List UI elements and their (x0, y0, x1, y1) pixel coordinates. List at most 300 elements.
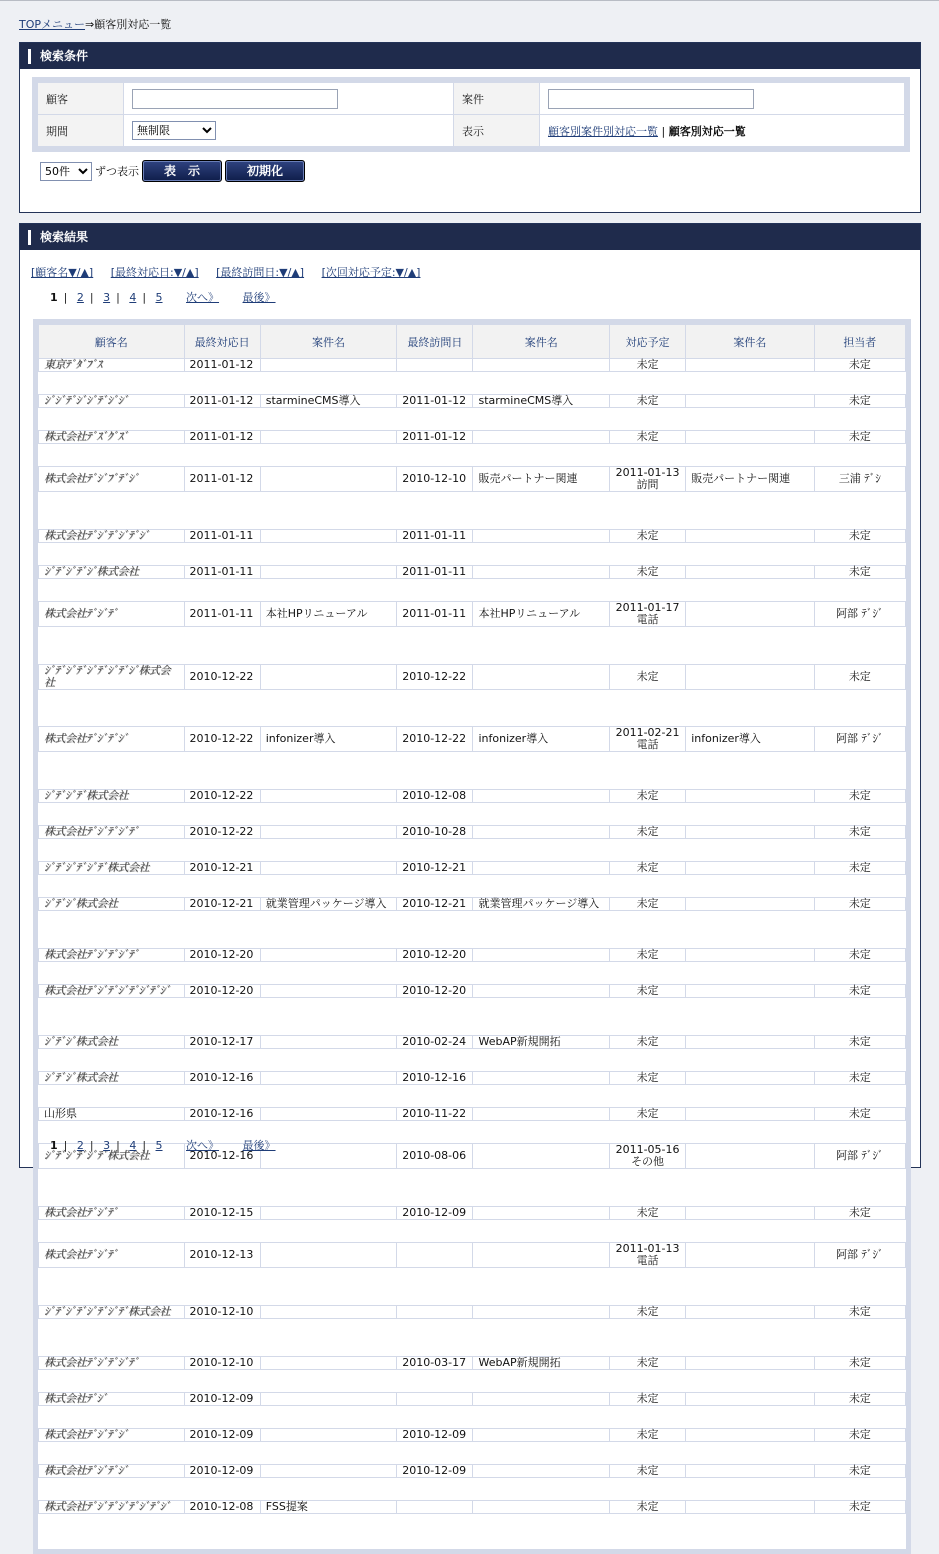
last-visit-cell: 2010-12-22 (397, 727, 473, 752)
project-3-cell (686, 665, 814, 690)
next-plan-cell: 2011-01-17 電話 (609, 602, 685, 627)
last-visit-cell: 2010-12-08 (397, 790, 473, 803)
customer-input[interactable] (132, 89, 338, 109)
customer-cell: ｼﾞﾃﾞｼﾞﾃﾞｼﾞﾃﾞ株式会社 (39, 1144, 185, 1169)
period-select[interactable] (132, 121, 216, 140)
customer-cell: ｼﾞﾃﾞｼﾞﾃﾞｼﾞﾃﾞ株式会社 (39, 862, 185, 875)
sort-last-visit-link[interactable]: [最終訪問日:▼/▲] (216, 266, 305, 279)
project-3-cell (686, 790, 814, 803)
last-response-cell: 2011-01-11 (184, 530, 260, 543)
last-response-cell: 2010-12-20 (184, 949, 260, 962)
customer-cell: 株式会社ﾃﾞｼﾞﾃﾞｼﾞﾃﾞｼﾞﾃﾞｼﾞ (39, 1501, 185, 1514)
project-3-cell (686, 985, 814, 998)
customer-cell: 東京ﾃﾞﾀﾞﾌﾞｽ (39, 359, 185, 372)
project-3-cell (686, 1207, 814, 1220)
project-3-cell (686, 1072, 814, 1085)
project-2-cell (473, 1429, 609, 1442)
pager-current: 1 (50, 291, 58, 304)
col-project-1: 案件名 (260, 325, 396, 359)
next-plan-cell: 未定 (609, 1357, 685, 1370)
last-response-cell: 2010-12-09 (184, 1393, 260, 1406)
table-row (39, 1514, 906, 1549)
table-row (39, 1406, 906, 1429)
project-3-cell (686, 1036, 814, 1049)
next-plan-cell: 2011-01-13 訪問 (609, 467, 685, 492)
last-visit-cell: 2010-12-09 (397, 1465, 473, 1478)
assignee-cell: 未定 (814, 1036, 905, 1049)
assignee-cell: 未定 (814, 1393, 905, 1406)
project-1-cell (260, 826, 396, 839)
next-plan-cell: 未定 (609, 1207, 685, 1220)
last-visit-cell: 2010-12-20 (397, 985, 473, 998)
pager-page-link[interactable]: 3 (103, 1139, 111, 1152)
project-1-cell (260, 566, 396, 579)
project-2-cell (473, 359, 609, 372)
last-response-cell: 2010-12-22 (184, 790, 260, 803)
last-response-cell: 2010-12-10 (184, 1306, 260, 1319)
project-1-cell (260, 359, 396, 372)
last-response-cell: 2010-12-16 (184, 1108, 260, 1121)
customer-cell: 株式会社ﾃﾞｼﾞﾃﾞ (39, 1207, 185, 1220)
last-visit-cell: 2010-12-16 (397, 1072, 473, 1085)
project-label: 案件 (454, 83, 540, 115)
pager-page-link[interactable]: 4 (129, 1139, 137, 1152)
project-2-cell (473, 1243, 609, 1268)
next-plan-cell: 未定 (609, 1108, 685, 1121)
next-plan-cell: 2011-01-13 電話 (609, 1243, 685, 1268)
project-3-cell (686, 1144, 814, 1169)
customer-cell: 株式会社ﾃﾞｼﾞﾃﾞ (39, 1243, 185, 1268)
project-3-cell (686, 395, 814, 408)
reset-button[interactable]: 初期化 (225, 160, 305, 182)
next-plan-cell: 未定 (609, 431, 685, 444)
table-row (39, 1268, 906, 1306)
project-2-cell (473, 530, 609, 543)
result-panel (19, 223, 921, 1513)
project-1-cell (260, 949, 396, 962)
col-assignee: 担当者 (814, 325, 905, 359)
project-3-cell (686, 862, 814, 875)
last-visit-cell (397, 1243, 473, 1268)
table-row (39, 444, 906, 467)
last-response-cell: 2011-01-12 (184, 467, 260, 492)
project-1-cell (260, 1357, 396, 1370)
assignee-cell: 未定 (814, 862, 905, 875)
project-2-cell (473, 665, 609, 690)
customer-cell: 株式会社ﾃﾞｼﾞﾃﾞ (39, 602, 185, 627)
table-row (39, 962, 906, 985)
sort-last-response-link[interactable]: [最終対応日:▼/▲] (110, 266, 199, 279)
breadcrumb-current: 顧客別対応一覧 (94, 18, 172, 31)
assignee-cell: 未定 (814, 1072, 905, 1085)
table-row (39, 875, 906, 898)
assignee-cell: 三浦 ﾃﾞｼ (814, 467, 905, 492)
next-plan-cell: 未定 (609, 1036, 685, 1049)
project-2-cell (473, 431, 609, 444)
project-3-cell (686, 566, 814, 579)
last-visit-cell: 2011-01-11 (397, 566, 473, 579)
breadcrumb (19, 16, 171, 32)
next-plan-cell: 未定 (609, 395, 685, 408)
last-visit-cell: 2010-12-20 (397, 949, 473, 962)
project-3-cell (686, 1429, 814, 1442)
last-visit-cell: 2010-10-28 (397, 826, 473, 839)
project-1-cell (260, 431, 396, 444)
customer-cell: 株式会社ﾃﾞｼﾞﾌﾞﾃﾞｼﾞ (39, 467, 185, 492)
table-row (39, 752, 906, 790)
customer-cell: 株式会社ﾃﾞｼﾞﾃﾞｼﾞﾃﾞ (39, 826, 185, 839)
project-1-cell (260, 1072, 396, 1085)
customer-cell: 株式会社ﾃﾞｼﾞﾃﾞｼﾞﾃﾞｼﾞﾃﾞｼﾞ (39, 985, 185, 998)
result-table-wrapper (33, 319, 911, 1554)
project-2-cell (473, 862, 609, 875)
customer-cell: 株式会社ﾃﾞｼﾞﾃﾞｼﾞ (39, 727, 185, 752)
next-plan-cell: 未定 (609, 949, 685, 962)
table-row (39, 492, 906, 530)
project-2-cell (473, 1306, 609, 1319)
project-1-cell (260, 985, 396, 998)
assignee-cell: 未定 (814, 1501, 905, 1514)
search-controls (40, 160, 305, 182)
table-row (39, 579, 906, 602)
next-plan-cell: 未定 (609, 530, 685, 543)
project-3-cell (686, 431, 814, 444)
project-3-cell: infonizer導入 (686, 727, 814, 752)
project-3-cell (686, 530, 814, 543)
last-visit-cell (397, 1501, 473, 1514)
show-button[interactable]: 表 示 (142, 160, 222, 182)
customer-cell: 株式会社ﾃﾞｼﾞﾃﾞｼﾞ (39, 1429, 185, 1442)
pager-page-link[interactable]: 5 (155, 291, 163, 304)
last-response-cell: 2010-12-22 (184, 727, 260, 752)
last-visit-cell: 2010-11-22 (397, 1108, 473, 1121)
project-2-cell: infonizer導入 (473, 727, 609, 752)
project-1-cell (260, 1108, 396, 1121)
assignee-cell: 阿部 ﾃﾞｼﾞ (814, 1144, 905, 1169)
project-2-cell (473, 1144, 609, 1169)
assignee-cell: 未定 (814, 1108, 905, 1121)
assignee-cell: 未定 (814, 1207, 905, 1220)
project-3-cell (686, 898, 814, 911)
last-response-cell: 2010-12-16 (184, 1072, 260, 1085)
project-3-cell (686, 1393, 814, 1406)
display-label: 表示 (454, 115, 540, 147)
project-1-cell (260, 1465, 396, 1478)
project-2-cell: 販売パートナー関連 (473, 467, 609, 492)
next-plan-cell: 未定 (609, 898, 685, 911)
header-bar-icon (28, 49, 31, 64)
last-visit-cell (397, 1306, 473, 1319)
customer-cell: 山形県 (39, 1108, 185, 1121)
search-conditions (32, 77, 910, 152)
next-plan-cell: 未定 (609, 790, 685, 803)
last-visit-cell: 2010-08-06 (397, 1144, 473, 1169)
project-3-cell (686, 1501, 814, 1514)
assignee-cell: 未定 (814, 665, 905, 690)
pager-last-link[interactable]: 最後》 (242, 1139, 276, 1152)
table-row (39, 1169, 906, 1207)
project-2-cell (473, 1465, 609, 1478)
col-last-visit: 最終訪問日 (397, 325, 473, 359)
project-1-cell (260, 1243, 396, 1268)
assignee-cell: 阿部 ﾃﾞｼﾞ (814, 727, 905, 752)
pager-next-link[interactable]: 次へ》 (186, 291, 220, 304)
assignee-cell: 未定 (814, 1429, 905, 1442)
assignee-cell: 未定 (814, 431, 905, 444)
col-last-response: 最終対応日 (184, 325, 260, 359)
table-row (39, 911, 906, 949)
table-row (39, 690, 906, 727)
last-response-cell: 2011-01-12 (184, 431, 260, 444)
pager-page-link[interactable]: 4 (129, 291, 137, 304)
last-response-cell: 2010-12-08 (184, 1501, 260, 1514)
last-visit-cell: 2011-01-12 (397, 395, 473, 408)
project-1-cell (260, 1429, 396, 1442)
table-row (39, 627, 906, 665)
last-visit-cell (397, 1393, 473, 1406)
project-1-cell (260, 862, 396, 875)
assignee-cell: 未定 (814, 826, 905, 839)
pager-current: 1 (50, 1139, 58, 1152)
period-label: 期間 (38, 115, 124, 147)
project-1-cell (260, 467, 396, 492)
customer-cell: 株式会社ﾃﾞｽﾞｸﾞｽﾞ (39, 431, 185, 444)
next-plan-cell: 未定 (609, 359, 685, 372)
customer-cell: 株式会社ﾃﾞｼﾞﾃﾞｼﾞﾃﾞ (39, 1357, 185, 1370)
table-row (39, 1220, 906, 1243)
last-response-cell: 2010-12-22 (184, 665, 260, 690)
project-2-cell: 本社HPリニューアル (473, 602, 609, 627)
last-response-cell: 2010-12-09 (184, 1429, 260, 1442)
project-2-cell (473, 790, 609, 803)
assignee-cell: 未定 (814, 949, 905, 962)
last-visit-cell: 2010-02-24 (397, 1036, 473, 1049)
last-response-cell: 2011-01-11 (184, 566, 260, 579)
display-by-project-link[interactable]: 顧客別案件別対応一覧 (548, 124, 658, 138)
customer-cell: 株式会社ﾃﾞｼﾞﾃﾞｼﾞﾃﾞｼﾞ (39, 530, 185, 543)
display-divider: | (661, 124, 666, 138)
breadcrumb-arrow: ⇒ (85, 18, 95, 31)
customer-cell: ｼﾞｼﾞﾃﾞｼﾞｼﾞﾃﾞｼﾞｼﾞ (39, 395, 185, 408)
project-2-cell (473, 826, 609, 839)
project-1-cell (260, 665, 396, 690)
col-customer: 顧客名 (39, 325, 185, 359)
table-row (39, 803, 906, 826)
next-plan-cell: 2011-05-16 その他 (609, 1144, 685, 1169)
project-3-cell: 販売パートナー関連 (686, 467, 814, 492)
project-1-cell: 本社HPリニューアル (260, 602, 396, 627)
last-visit-cell: 2010-03-17 (397, 1357, 473, 1370)
assignee-cell: 未定 (814, 566, 905, 579)
project-2-cell: WebAP新規開拓 (473, 1036, 609, 1049)
assignee-cell: 未定 (814, 530, 905, 543)
next-plan-cell: 未定 (609, 1393, 685, 1406)
result-panel-title: 検索結果 (40, 230, 89, 244)
project-1-cell: FSS提案 (260, 1501, 396, 1514)
project-2-cell (473, 1072, 609, 1085)
table-row (39, 543, 906, 566)
next-plan-cell: 未定 (609, 826, 685, 839)
table-header-row (39, 325, 906, 359)
project-2-cell: 就業管理パッケージ導入 (473, 898, 609, 911)
last-visit-cell: 2010-12-22 (397, 665, 473, 690)
pager-bottom: 1 | 2 | 3 | 4 | 5 次へ》 最後》 (50, 1139, 276, 1152)
next-plan-cell: 未定 (609, 985, 685, 998)
search-panel-title: 検索条件 (40, 49, 89, 63)
next-plan-cell: 未定 (609, 1501, 685, 1514)
next-plan-cell: 未定 (609, 1429, 685, 1442)
customer-cell: ｼﾞﾃﾞｼﾞ株式会社 (39, 1072, 185, 1085)
last-visit-cell: 2011-01-11 (397, 530, 473, 543)
project-3-cell (686, 826, 814, 839)
customer-cell: 株式会社ﾃﾞｼﾞﾃﾞｼﾞ (39, 1465, 185, 1478)
pager-page-link[interactable]: 2 (76, 1139, 84, 1152)
table-row (39, 1319, 906, 1357)
table-row (39, 1442, 906, 1465)
last-response-cell: 2010-12-21 (184, 862, 260, 875)
table-row (39, 1370, 906, 1393)
project-3-cell (686, 602, 814, 627)
assignee-cell: 未定 (814, 1357, 905, 1370)
last-visit-cell: 2011-01-11 (397, 602, 473, 627)
per-page-suffix: ずつ表示 (95, 165, 139, 178)
per-page-select[interactable] (40, 162, 92, 181)
last-visit-cell: 2010-12-09 (397, 1429, 473, 1442)
pager-last-link[interactable]: 最後》 (242, 291, 276, 304)
project-1-cell: starmineCMS導入 (260, 395, 396, 408)
project-2-cell (473, 949, 609, 962)
customer-cell: ｼﾞﾃﾞｼﾞ株式会社 (39, 898, 185, 911)
project-3-cell (686, 1306, 814, 1319)
sort-bar (31, 264, 434, 280)
assignee-cell: 未定 (814, 359, 905, 372)
table-row (39, 1478, 906, 1501)
pager-page-link[interactable]: 5 (155, 1139, 163, 1152)
assignee-cell: 未定 (814, 395, 905, 408)
project-1-cell (260, 1306, 396, 1319)
pager-top: 1 | 2 | 3 | 4 | 5 次へ》 最後》 (50, 291, 276, 304)
customer-cell: 株式会社ﾃﾞｼﾞﾃﾞｼﾞﾃﾞ (39, 949, 185, 962)
last-visit-cell: 2010-12-21 (397, 898, 473, 911)
header-bar-icon (28, 230, 31, 245)
search-panel-header (20, 43, 920, 69)
last-response-cell: 2010-12-13 (184, 1243, 260, 1268)
customer-cell: ｼﾞﾃﾞｼﾞﾃﾞｼﾞﾃﾞｼﾞﾃﾞ株式会社 (39, 1306, 185, 1319)
customer-cell: ｼﾞﾃﾞｼﾞﾃﾞｼﾞ株式会社 (39, 566, 185, 579)
pager-next-link[interactable]: 次へ》 (186, 1139, 220, 1152)
display-current: 顧客別対応一覧 (668, 124, 746, 138)
last-response-cell: 2010-12-10 (184, 1357, 260, 1370)
last-response-cell: 2011-01-12 (184, 359, 260, 372)
project-1-cell: infonizer導入 (260, 727, 396, 752)
table-row (39, 1049, 906, 1072)
next-plan-cell: 未定 (609, 1306, 685, 1319)
assignee-cell: 阿部 ﾃﾞｼﾞ (814, 1243, 905, 1268)
next-plan-cell: 未定 (609, 1072, 685, 1085)
pager-page-link[interactable]: 3 (103, 291, 111, 304)
assignee-cell: 未定 (814, 790, 905, 803)
project-1-cell (260, 1207, 396, 1220)
next-plan-cell: 未定 (609, 566, 685, 579)
table-row (39, 372, 906, 395)
project-3-cell (686, 1108, 814, 1121)
last-response-cell: 2010-12-09 (184, 1465, 260, 1478)
table-row (39, 408, 906, 431)
project-3-cell (686, 1243, 814, 1268)
last-visit-cell: 2010-12-21 (397, 862, 473, 875)
project-2-cell (473, 1108, 609, 1121)
last-visit-cell: 2011-01-12 (397, 431, 473, 444)
last-visit-cell: 2010-12-10 (397, 467, 473, 492)
assignee-cell: 未定 (814, 985, 905, 998)
next-plan-cell: 未定 (609, 665, 685, 690)
sort-customer-link[interactable]: [顧客名▼/▲] (31, 266, 94, 279)
project-2-cell (473, 1207, 609, 1220)
project-2-cell: WebAP新規開拓 (473, 1357, 609, 1370)
next-plan-cell: 未定 (609, 1465, 685, 1478)
table-row (39, 839, 906, 862)
project-3-cell (686, 359, 814, 372)
assignee-cell: 未定 (814, 898, 905, 911)
project-2-cell (473, 566, 609, 579)
table-row (39, 1085, 906, 1108)
project-2-cell (473, 1501, 609, 1514)
project-input[interactable] (548, 89, 754, 109)
result-panel-header (20, 224, 920, 250)
project-1-cell (260, 790, 396, 803)
last-response-cell: 2011-01-11 (184, 602, 260, 627)
project-1-cell: 就業管理パッケージ導入 (260, 898, 396, 911)
sort-next-plan-link[interactable]: [次回対応予定:▼/▲] (321, 266, 421, 279)
last-response-cell: 2010-12-20 (184, 985, 260, 998)
last-visit-cell (397, 359, 473, 372)
result-table (38, 324, 906, 1549)
project-1-cell (260, 530, 396, 543)
customer-cell: ｼﾞﾃﾞｼﾞﾃﾞ株式会社 (39, 790, 185, 803)
col-project-2: 案件名 (473, 325, 609, 359)
project-2-cell: starmineCMS導入 (473, 395, 609, 408)
assignee-cell: 阿部 ﾃﾞｼﾞ (814, 602, 905, 627)
customer-cell: ｼﾞﾃﾞｼﾞﾃﾞｼﾞﾃﾞｼﾞﾃﾞｼﾞ株式会社 (39, 665, 185, 690)
customer-cell: 株式会社ﾃﾞｼﾞ (39, 1393, 185, 1406)
breadcrumb-top-link[interactable]: TOPメニュー (19, 18, 86, 31)
search-panel (19, 42, 921, 213)
col-project-3: 案件名 (686, 325, 814, 359)
customer-cell: ｼﾞﾃﾞｼﾞ株式会社 (39, 1036, 185, 1049)
last-response-cell: 2010-12-22 (184, 826, 260, 839)
project-2-cell (473, 1393, 609, 1406)
pager-page-link[interactable]: 2 (76, 291, 84, 304)
last-response-cell: 2010-12-16 (184, 1144, 260, 1169)
col-next-plan: 対応予定 (609, 325, 685, 359)
assignee-cell: 未定 (814, 1465, 905, 1478)
project-3-cell (686, 1357, 814, 1370)
project-1-cell (260, 1036, 396, 1049)
project-3-cell (686, 949, 814, 962)
last-response-cell: 2010-12-17 (184, 1036, 260, 1049)
last-visit-cell: 2010-12-09 (397, 1207, 473, 1220)
next-plan-cell: 2011-02-21 電話 (609, 727, 685, 752)
assignee-cell: 未定 (814, 1306, 905, 1319)
table-row (39, 998, 906, 1036)
last-response-cell: 2011-01-12 (184, 395, 260, 408)
customer-label: 顧客 (38, 83, 124, 115)
project-2-cell (473, 985, 609, 998)
next-plan-cell: 未定 (609, 862, 685, 875)
last-response-cell: 2010-12-15 (184, 1207, 260, 1220)
project-3-cell (686, 1465, 814, 1478)
project-1-cell (260, 1393, 396, 1406)
